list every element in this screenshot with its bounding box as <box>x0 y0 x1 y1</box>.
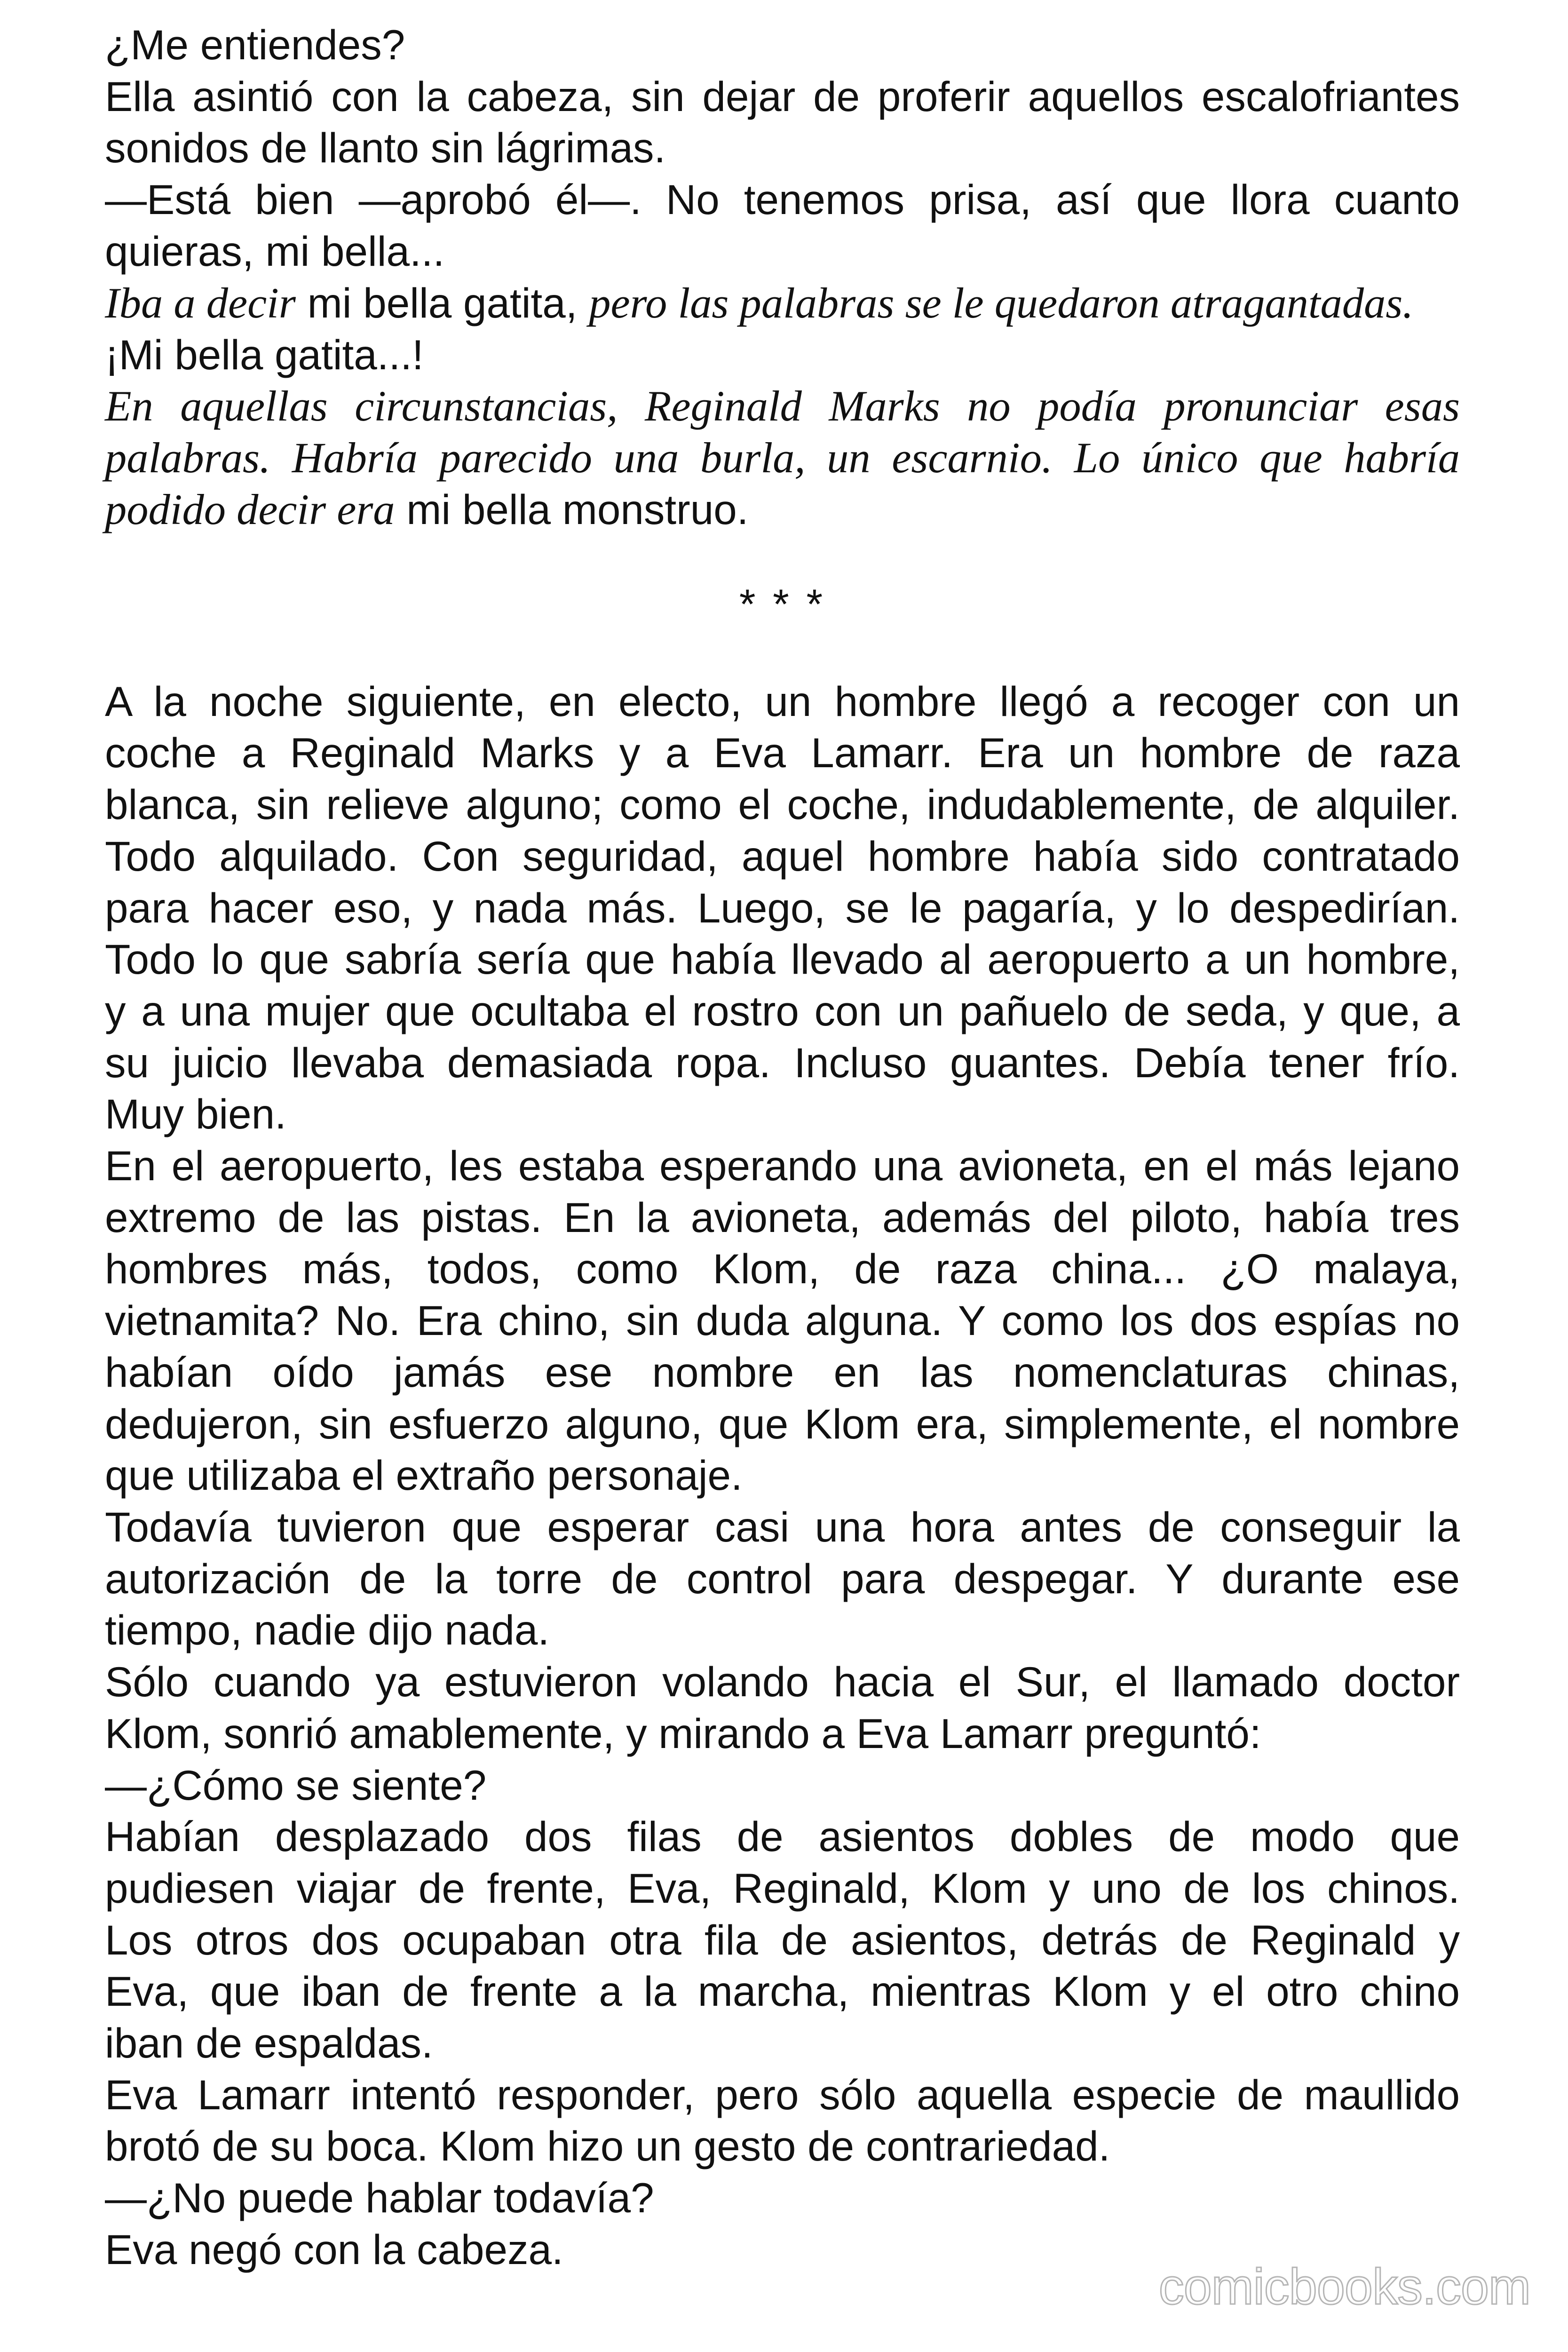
paragraph <box>105 19 1460 71</box>
text-line: dedujeron, sin esfuerzo alguno, que Klom era, simplemente, el nombre <box>105 1400 1460 1447</box>
text-line: coche a Reginald Marks y a Eva Lamarr. Era un hombre de raza <box>105 729 1460 777</box>
paragraph <box>105 329 1460 381</box>
paragraph <box>105 1140 1460 1502</box>
paragraph <box>105 381 1460 536</box>
text-line: En el aeropuerto, les estaba esperando una avioneta, en el más lejano <box>105 1142 1460 1190</box>
paragraph <box>105 1760 1460 1812</box>
text-line: A la noche siguiente, en electo, un hombre llegó a recoger con un <box>105 677 1460 725</box>
text-line: quieras, mi bella... <box>105 227 445 275</box>
text-line <box>105 278 1460 330</box>
text-line: Todo lo que sabría sería que había llevado al aeropuerto a un hombre, <box>105 936 1460 983</box>
text-line: vietnamita? No. Era chino, sin duda alguna. Y como los dos espías no <box>105 1297 1460 1344</box>
text-line: Muy bien. <box>105 1090 286 1138</box>
text-line: hombres más, todos, como Klom, de raza china... ¿O malaya, <box>105 1245 1460 1293</box>
text-line: Habían desplazado dos filas de asientos dobles de modo que <box>105 1813 1460 1860</box>
italic-text: pero las palabras se le quedaron atragantadas. <box>589 279 1414 327</box>
text-line: —¿Cómo se siente? <box>105 1761 487 1809</box>
text-line: Todo alquilado. Con seguridad, aquel hombre había sido contratado <box>105 832 1460 880</box>
paragraph <box>105 71 1460 174</box>
text-line: iban de espaldas. <box>105 2019 433 2067</box>
text-line: Los otros dos ocupaban otra fila de asientos, detrás de Reginald y <box>105 1916 1460 1963</box>
italic-text: Iba a decir <box>105 279 296 327</box>
paragraph <box>105 174 1460 277</box>
text-line: blanca, sin relieve alguno; como el coche, indudablemente, de alquiler. <box>105 781 1460 828</box>
text-line: que utilizaba el extraño personaje. <box>105 1452 743 1499</box>
text-line: ¡Mi bella gatita...! <box>105 331 424 379</box>
roman-text: mi bella gatita, <box>307 279 578 326</box>
roman-text: mi bella monstruo. <box>406 486 749 533</box>
text-line: —Está bien —aprobó él—. No tenemos prisa, así que llora cuanto <box>105 176 1460 223</box>
text-line: En aquellas circunstancias, Reginald Marks no podía pronunciar esas <box>105 382 1460 430</box>
text-line: tiempo, nadie dijo nada. <box>105 1606 550 1654</box>
paragraph <box>105 1656 1460 1759</box>
text-line: brotó de su boca. Klom hizo un gesto de contrariedad. <box>105 2122 1110 2170</box>
paragraph <box>105 676 1460 1140</box>
text-line: autorización de la torre de control para despegar. Y durante ese <box>105 1555 1460 1602</box>
watermark: comicbooks.com <box>1158 2258 1530 2315</box>
text-line: y a una mujer que ocultaba el rostro con un pañuelo de seda, y que, a <box>105 987 1460 1034</box>
text-line: ¿Me entiendes? <box>105 21 405 68</box>
paragraph <box>105 1811 1460 2069</box>
paragraph <box>105 278 1460 330</box>
text-line: extremo de las pistas. En la avioneta, además del piloto, había tres <box>105 1193 1460 1241</box>
text-line: Sólo cuando ya estuvieron volando hacia el Sur, el llamado doctor <box>105 1658 1460 1706</box>
paragraph <box>105 2172 1460 2224</box>
text-line: Ella asintió con la cabeza, sin dejar de proferir aquellos escalofriantes <box>105 72 1460 120</box>
text-line: Eva, que iban de frente a la marcha, mientras Klom y el otro chino <box>105 1968 1460 2015</box>
scene-break: * * * <box>739 580 826 628</box>
text-line: habían oído jamás ese nombre en las nomenclaturas chinas, <box>105 1348 1460 1396</box>
page-text <box>105 19 1460 2276</box>
text-line: Todavía tuvieron que esperar casi una hora antes de conseguir la <box>105 1503 1460 1550</box>
text-line: —¿No puede hablar todavía? <box>105 2174 654 2222</box>
paragraph <box>105 1502 1460 1656</box>
text-line: su juicio llevaba demasiada ropa. Incluso guantes. Debía tener frío. <box>105 1039 1460 1086</box>
text-line: Klom, sonrió amablemente, y mirando a Eva Lamarr preguntó: <box>105 1709 1261 1757</box>
text-line: para hacer eso, y nada más. Luego, se le pagaría, y lo despedirían. <box>105 884 1460 931</box>
text-line: sonidos de llanto sin lágrimas. <box>105 124 666 172</box>
text-line: pudiesen viajar de frente, Eva, Reginald, Klom y uno de los chinos. <box>105 1864 1460 1912</box>
italic-text: podido decir era <box>105 486 395 534</box>
text-line: Eva Lamarr intentó responder, pero sólo aquella especie de maullido <box>105 2071 1460 2118</box>
text-line: palabras. Habría parecido una burla, un escarnio. Lo único que habría <box>105 434 1460 482</box>
paragraph <box>105 2069 1460 2172</box>
text-line: Eva negó con la cabeza. <box>105 2225 563 2273</box>
text-line <box>105 484 1460 536</box>
